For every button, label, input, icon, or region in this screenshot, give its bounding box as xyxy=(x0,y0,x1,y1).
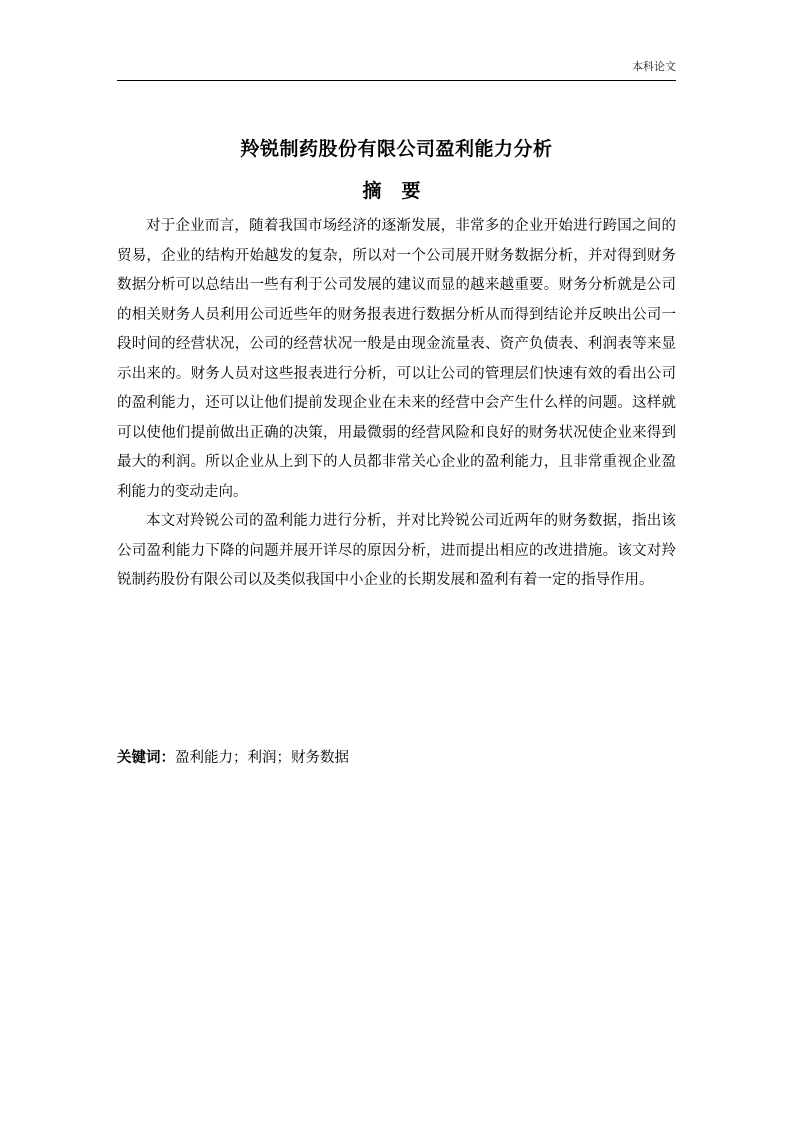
keywords-line xyxy=(117,744,676,773)
keywords-label: 关键词： xyxy=(117,750,175,766)
keywords-value: 盈利能力；利润；财务数据 xyxy=(175,750,349,766)
abstract-paragraph-1: 对于企业而言，随着我国市场经济的逐渐发展，非常多的企业开始进行跨国之间的贸易，企业的结构开始越发的复杂，所以对一个公司展开财务数据分析，并对得到财务数据分析可以总结出一些有利于公司发展的建议而显的越来越重要。财务分析就是公司的相关财务人员利用公司近些年的财务报表进行数据分析从而得到结论并反映出公司一段时间的经营状况，公司的经营状况一般是由现金流量表、资产负债表、利润表等来显示出来的。财务人员对这些报表进行分析，可以让公司的管理层们快速有效的看出公司的盈利能力，还可以让他们提前发现企业在未来的经营中会产生什么样的问题。这样就可以使他们提前做出正确的决策，用最微弱的经营风险和良好的财务状况使企业来得到最大的利润。所以企业从上到下的人员都非常关心企业的盈利能力，且非常重视企业盈利能力的变动走向。 xyxy=(117,218,676,500)
abstract-paragraph-2: 本文对羚锐公司的盈利能力进行分析，并对比羚锐公司近两年的财务数据，指出该公司盈利能力下降的问题并展开详尽的原因分析，进而提出相应的改进措施。该文对羚锐制药股份有限公司以及类似我国中小企业的长期发展和盈利有着一定的指导作用。 xyxy=(117,513,676,588)
abstract-body xyxy=(117,212,676,596)
abstract-heading: 摘要 xyxy=(362,180,441,202)
page-title: 羚锐制药股份有限公司盈利能力分析 xyxy=(240,138,553,160)
running-header: 本科论文 xyxy=(632,60,676,73)
header-divider xyxy=(117,80,676,81)
